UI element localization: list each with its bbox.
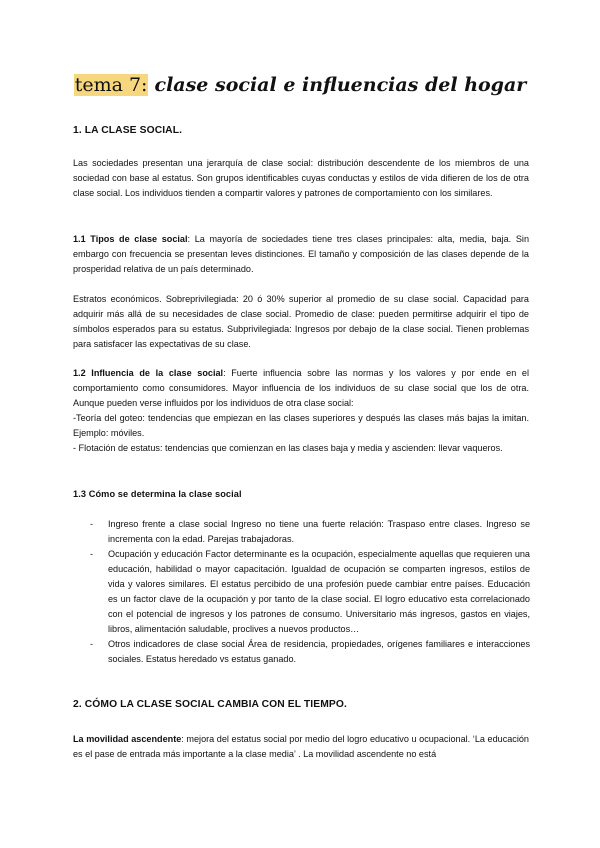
- upward-mobility-paragraph: [73, 732, 529, 762]
- title-prefix-highlight: tema 7:: [74, 74, 148, 96]
- page-title: [0, 72, 600, 98]
- list-item: - Ocupación y educación Factor determinante es la ocupación, especialmente aquellas que requieren una educación, habilidad o mayor capacitación. Igualdad de ocupación se comparten ingresos, estilos de vida y valores similares. El estatus percibido de una profesión puede cambiar entre países. Educación es un factor clave de la ocupación y por tanto de la clase social. El logro educativo esta correlacionado con el potencial de ingresos y los patrones de consumo. Universitario más ingresos, gastos en viajes, libros, alimentación saludable, proclives a nuevos productos…: [90, 549, 530, 634]
- types-text: : La mayoría de sociedades tiene tres clases principales: alta, media, baja. Sin embargo con frecuencia se presentan leves distinciones. El tamaño y composición de las clases depende de la prosperidad relativa de un país determinado.: [73, 234, 530, 274]
- influence-text: : Fuerte influencia sobre las normas y los valores y por ende en el comportamiento como consumidores. Mayor influencia de los individuos de su clase social que los de otra. Aunque pueden verse influidos por los individuos de otra clase social:: [73, 368, 530, 408]
- bullet-dash: -: [90, 639, 94, 649]
- mobility-text: : mejora del estatus social por medio del logro educativo u ocupacional. ‘La educación es el pase de entrada más importante a la clase media’ . La movilidad ascendente no está: [73, 734, 529, 759]
- section-1-heading: 1. LA CLASE SOCIAL.: [73, 125, 183, 136]
- trickle-down-paragraph: -Teoría del goteo: tendencias que empiezan en las clases superiores y después las clases más bajas la imitan. Ejemplo: móviles.: [73, 413, 529, 438]
- influence-paragraph: [73, 366, 529, 411]
- types-paragraph: [73, 232, 529, 277]
- section-2-heading: 2. CÓMO LA CLASE SOCIAL CAMBIA CON EL TIEMPO.: [73, 699, 347, 710]
- determinants-list: [90, 517, 530, 667]
- mobility-label: La movilidad ascendente: [73, 734, 182, 744]
- strata-paragraph: Estratos económicos. Sobreprivilegiada: 20 ó 30% superior al promedio de su clase social. Capacidad para adquirir más allá de su necesidades de clase social. Promedio de clase: pueden permitirse adquirir el tipo de símbolos esperados para su estatus. Subprivilegiada: Ingresos por debajo de la clase social. Tienen problemas para satisfacer las expectativas de su clase.: [73, 294, 529, 349]
- bullet-dash: -: [90, 519, 94, 529]
- influence-label: 1.2 Influencia de la clase social: [73, 368, 224, 378]
- status-float-paragraph: - Flotación de estatus: tendencias que comienzan en las clases baja y media y ascienden: llevar vaqueros.: [73, 443, 503, 453]
- types-label: 1.1 Tipos de clase social: [73, 234, 188, 244]
- list-item: - Otros indicadores de clase social Área de residencia, propiedades, orígenes familiares e interacciones sociales. Estatus heredado vs estatus ganado.: [90, 639, 530, 664]
- section-1-3-heading: 1.3 Cómo se determina la clase social: [73, 489, 242, 499]
- list-item: - Ingreso frente a clase social Ingreso no tiene una fuerte relación: Traspaso entre clases. Ingreso se incrementa con la edad. Parejas trabajadoras.: [90, 519, 530, 544]
- bullet-dash: -: [90, 549, 94, 559]
- intro-paragraph: Las sociedades presentan una jerarquía de clase social: distribución descendente de los miembros de una sociedad con base al estatus. Son grupos identificables cuyas conductas y estilos de vida difieren de los de otra clase social. Los individuos tienden a compartir valores y patrones de comportamiento con los similares.: [73, 158, 529, 198]
- title-main: clase social e influencias del hogar: [154, 74, 527, 96]
